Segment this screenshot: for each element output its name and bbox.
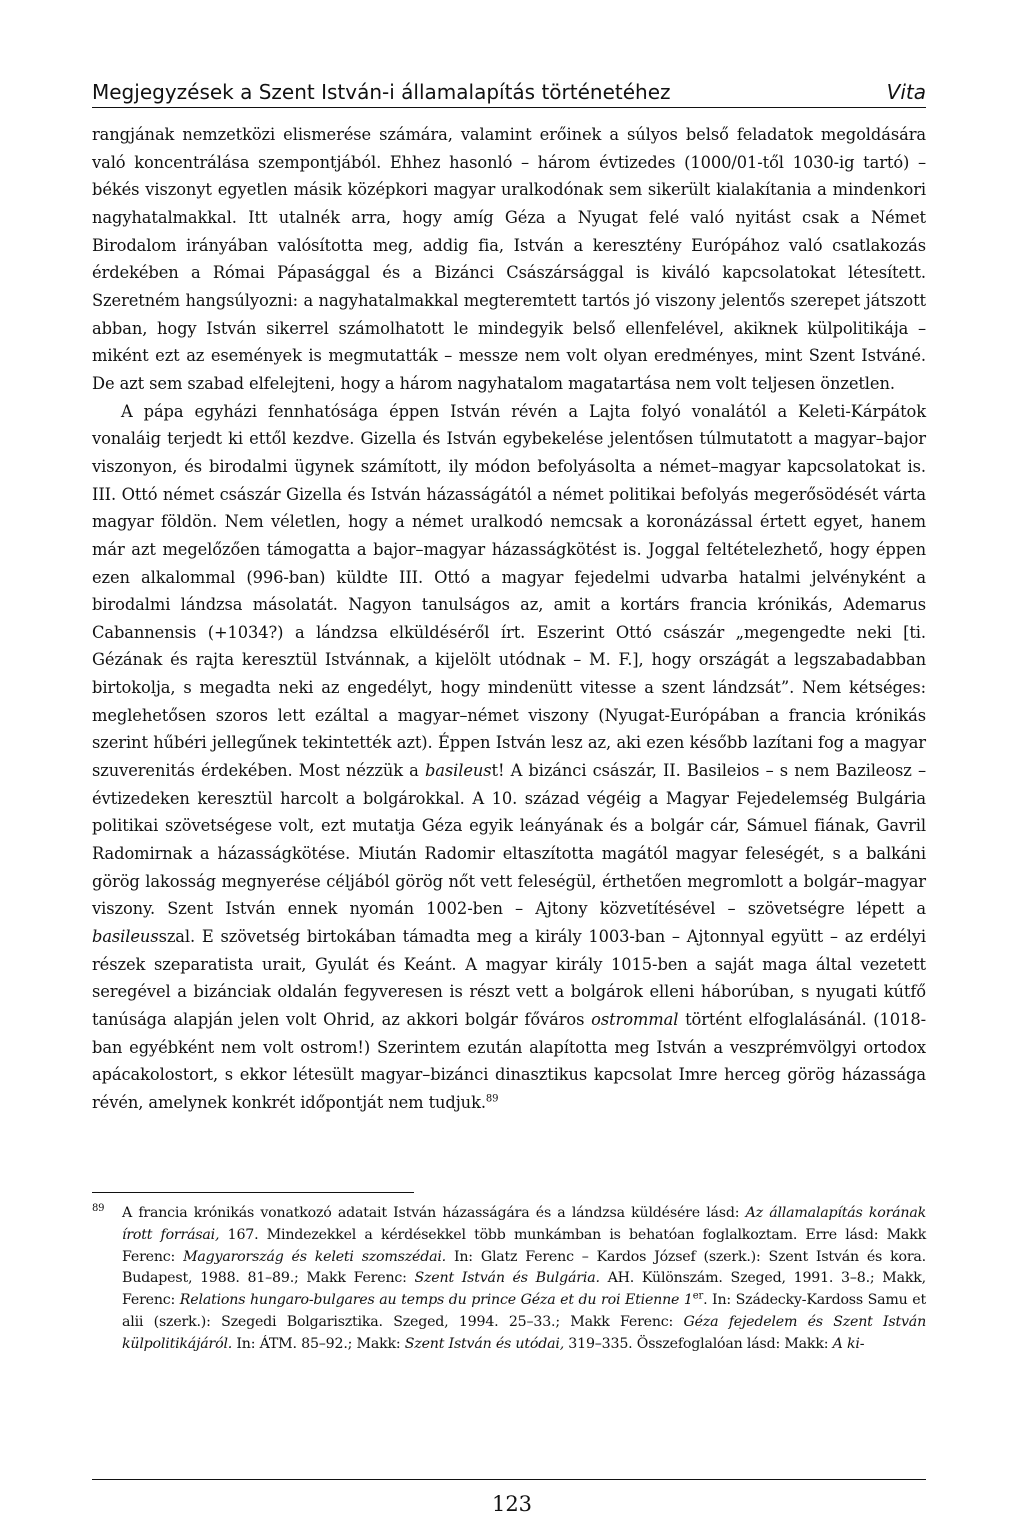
italic-ostrommal: ostrommal xyxy=(591,1010,679,1029)
footnote-text-a: A francia krónikás vonatkozó adatait István házasságára és a lándzsa küldésére lásd: xyxy=(122,1205,746,1221)
footnote-italic-f: Szent István és utódai, xyxy=(404,1335,564,1352)
footnote-89: 89 A francia krónikás vonatkozó adatait István házasságára és a lándzsa küldésére lásd: Az államalapítás korának írott forrásai, 167. Mindezekkel a kérdésekkel több munkámban is behatóan foglalkoztam. Erre lásd: Makk Ferenc: Magyarország és keleti szomszédai. In: Glatz Ferenc – Kardos József (szerk.): Szent István és kora. Budapest, 1988. 81–89.; Makk Ferenc: Szent István és Bulgária. AH. Különszám. Szeged, 1991. 3–8.; Makk, Ferenc: Relations hungaro-bulgares au temps du prince Géza et du roi Etienne 1er. In: Szádecky-Kardoss Samu et alii (szerk.): Szegedi Bolgarisztika. Szeged, 1994. 25–33.; Makk Ferenc: Géza fejedelem és Szent István külpolitikájáról. In: ÁTM. 85–92.; Makk: Szent István és utódai, 319–335. Összefoglalóan lásd: Makk: A ki- xyxy=(92,1203,927,1352)
paragraph-2-text-2: t! A bizánci császár, II. Basileios – s nem Bazileosz – évtizedeken keresztül harcolt a bolgárokkal. A 10. század végéig a Magyar Fejedelemség Bulgária politikai szövetségese volt, ezt mutatja Géza egyik leányának és a bolgár cár, Sámuel fiának, Gavril Radomirnak a házasságkötése. Miután Radomir eltaszította magától magyar feleségét, s a balkáni görög lakosság megnyerése céljából görög nőt vett feleségül, érthetően megromlott a bolgár–magyar viszony. Szent István ennek nyomán 1002-ben – Ajtony közvetítésével – szövetségre lépett a xyxy=(92,761,926,919)
paragraph-1-text: rangjának nemzetközi elismerése számára, valamint erőinek a súlyos belső feladatok megoldására való koncentrálása szempontjából. Ehhez hasonló – három évtizedes (1000/01-től 1030-ig tartó) – békés viszonyt egyetlen másik középkori magyar uralkodónak sem sikerült kialakítania a mindenkori nagyhatalmakkal. Itt utalnék arra, hogy amíg Géza a Nyugat felé való nyitást csak a Német Birodalom irányában valósította meg, addig fia, István a keresztény Európához való csatlakozás érdekében a Római Pápasággal és a Bizánci Császársággal is kiváló kapcsolatokat létesített. Szeretném hangsúlyozni: a nagyhatalmakkal megteremtett tartós jó viszony jelentős szerepet játszott abban, hogy István sikerrel számolhatott le mindegyik belső ellenfelével, akiknek külpolitikája – miként ezt az események is megmutatták – messze nem volt olyan eredményes, mint Szent Istváné. De azt sem szabad elfelejteni, hogy a három nagyhatalom magatartása nem volt teljesen önzetlen. xyxy=(92,125,926,393)
paragraph-2 xyxy=(92,398,926,1117)
paragraph-2-text-1: A pápa egyházi fennhatósága éppen István révén a Lajta folyó vonalától a Keleti-Kárpátok vonaláig terjedt ki ettől kezdve. Gizella és István egybekelése jelentősen túlmutatott a magyar–bajor viszonyon, és birodalmi ügynek számított, ily módon befolyásolta a német–magyar kapcsolatokat is. III. Ottó német császár Gizella és István házasságától a német politikai befolyás megerősödését várta magyar földön. Nem véletlen, hogy a német uralkodó nemcsak a koronázással értett egyet, hanem már azt megelőzően támogatta a bajor–magyar házasságkötést is. Joggal feltételezhető, hogy éppen ezen alkalommal (996-ban) küldte III. Ottó a magyar fejedelmi udvarba hatalmi jelvényként a birodalmi lándzsa másolatát. Nagyon tanulságos az, amit a kortárs francia krónikás, Ademarus Cabannensis (+1034?) a lándzsa elküldéséről írt. Eszerint Ottó császár „megengedte neki [ti. Gézának és rajta keresztül Istvánnak, a kijelölt utódnak – M. F.], hogy országát a legszabadabban birtokolja, s megadta neki az engedélyt, hogy mindenütt vitesse a szent lándzsát”. Nem kétséges: meglehetősen szoros lett ezáltal a magyar–német viszony (Nyugat-Európában a francia krónikás szerint hűbéri jellegűnek tekintették azt). Éppen István lesz az, aki ezen később lazítani fog a magyar szuverenitás érdekében. Most nézzük a xyxy=(92,401,926,781)
header-rule xyxy=(92,107,926,108)
footnote-text-c: In: Glatz Ferenc – Kardos József (szerk.): Szent István és kora. Budapest, 1988. 81–89.; Makk Ferenc: xyxy=(122,1248,926,1287)
page-number: 123 xyxy=(491,1492,533,1516)
footnote-italic-d: Relations hungaro-bulgares au temps du prince Géza et du roi Etienne 1 xyxy=(179,1292,693,1309)
footnote-italic-c: Szent István és Bulgária. xyxy=(414,1270,600,1287)
footnote-text-b: 167. Mindezekkel a kérdésekkel több munkámban is behatóan foglalkoztam. Erre lásd: Makk Ferenc: xyxy=(122,1226,926,1265)
italic-basileus-1: basileus xyxy=(424,761,492,781)
italic-basileus-2: basileus xyxy=(92,927,159,947)
footnote-text-f: In: ÁTM. 85–92.; Makk: xyxy=(232,1335,405,1352)
footnote-text-e: . In: Szádecky-Kardoss Samu et alii (szerk.): Szegedi Bolgarisztika. Szeged, 1994. 25–33.; Makk Ferenc: xyxy=(122,1292,926,1330)
footer-rule xyxy=(92,1479,926,1480)
footnote-italic-a: Az államalapítás korának írott forrásai, xyxy=(122,1205,926,1243)
paragraph-2-text-3: szal. E szövetség birtokában támadta meg a király 1003-ban – Ajtonnyal együtt – az erdélyi részek szeparatista urait, Gyulát és Keánt. A magyar király 1015-ben a saját maga által vezetett seregével a bizánciak oldalán fegyveresen is részt vett a bolgárok elleni háborúban, s nyugati kútfő tanúsága alapján jelen volt Ohrid, az akkori bolgár főváros xyxy=(92,927,926,1029)
footnote-italic-e: Géza fejedelem és Szent István külpolitikájáról. xyxy=(122,1313,927,1352)
footnote-reference[interactable]: 89 xyxy=(485,1093,499,1105)
running-title: Megjegyzések a Szent István-i államalapítás történetéhez xyxy=(92,80,671,104)
footnote-superscript-er: er xyxy=(692,1290,704,1302)
footnote-italic-g: A ki- xyxy=(832,1335,865,1352)
footnote-text-g: 319–335. Összefoglalóan lásd: Makk: xyxy=(564,1335,833,1352)
main-text xyxy=(92,121,926,1117)
section-label: Vita xyxy=(886,80,926,104)
footnote-rule xyxy=(92,1192,414,1193)
running-header xyxy=(92,80,926,104)
footnote-text-d: AH. Különszám. Szeged, 1991. 3–8.; Makk, Ferenc: xyxy=(122,1270,926,1309)
footnote-italic-b: Magyarország és keleti szomszédai. xyxy=(183,1248,446,1265)
paragraph-1 xyxy=(92,121,926,398)
paragraph-2-text-4: történt elfoglalásánál. (1018-ban egyébként nem volt ostrom!) Szerintem ezután alapította meg István a veszprémvölgyi ortodox apácakolostort, s ekkor létesült magyar–bizánci dinasztikus kapcsolat Imre herceg görög házassága révén, amelynek konkrét időpontját nem tudjuk. xyxy=(92,1010,926,1112)
